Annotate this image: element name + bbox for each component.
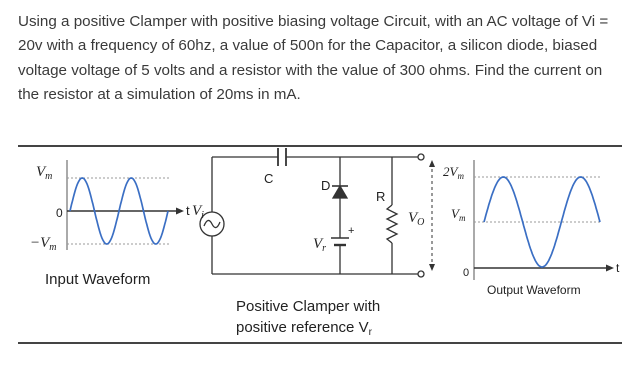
output-caption: Output Waveform (487, 283, 581, 297)
output-vm-label: $V_m$ (451, 206, 466, 223)
circuit-caption-line2: positive reference $V_r$ (236, 319, 372, 338)
vo-arrow-up (429, 160, 435, 167)
bias-plus-sign: + (348, 225, 355, 237)
output-terminal-bottom (418, 271, 424, 277)
input-waveform-plot (30, 160, 190, 288)
vo-arrow-down (429, 264, 435, 271)
input-x-arrow (176, 208, 184, 215)
output-2vm-label: $2V_m$ (443, 164, 464, 181)
output-x-arrow (606, 265, 614, 272)
input-t-label: t (186, 203, 190, 218)
ac-source-sine (204, 220, 220, 227)
clamper-circuit (200, 148, 435, 277)
circuit-caption-line1: Positive Clamper with (236, 298, 381, 315)
input-vm-label: $V_m$ (36, 164, 53, 182)
diode-label: D (321, 178, 331, 193)
input-zero-label: 0 (56, 206, 63, 220)
output-t-label: t (616, 261, 620, 275)
capacitor-label: C (264, 171, 274, 186)
output-terminal-top (418, 154, 424, 160)
input-caption: Input Waveform (45, 271, 151, 288)
question-text: Using a positive Clamper with positive biasing voltage Circuit, with an AC voltage of Vi = 20v with a frequency of 60hz, a value of 500n for the Capacitor, a silicon diode, biased voltage voltage of 5 volts and a resistor with the value of 300 ohms. Find the current on the resistor at a simulation of 20ms in mA. (18, 13, 609, 104)
diode-symbol (333, 186, 347, 198)
source-label: $V_i$ (192, 203, 204, 221)
bias-label: $V_r$ (313, 236, 327, 254)
resistor-label: R (376, 189, 386, 204)
circuit-labels (192, 171, 424, 338)
input-negvm-label: $-V_m$ (30, 235, 57, 253)
output-zero-label: 0 (463, 267, 470, 279)
output-waveform-plot (443, 160, 620, 297)
resistor-zigzag (387, 205, 397, 243)
output-vo-label: $V_O$ (408, 210, 425, 228)
